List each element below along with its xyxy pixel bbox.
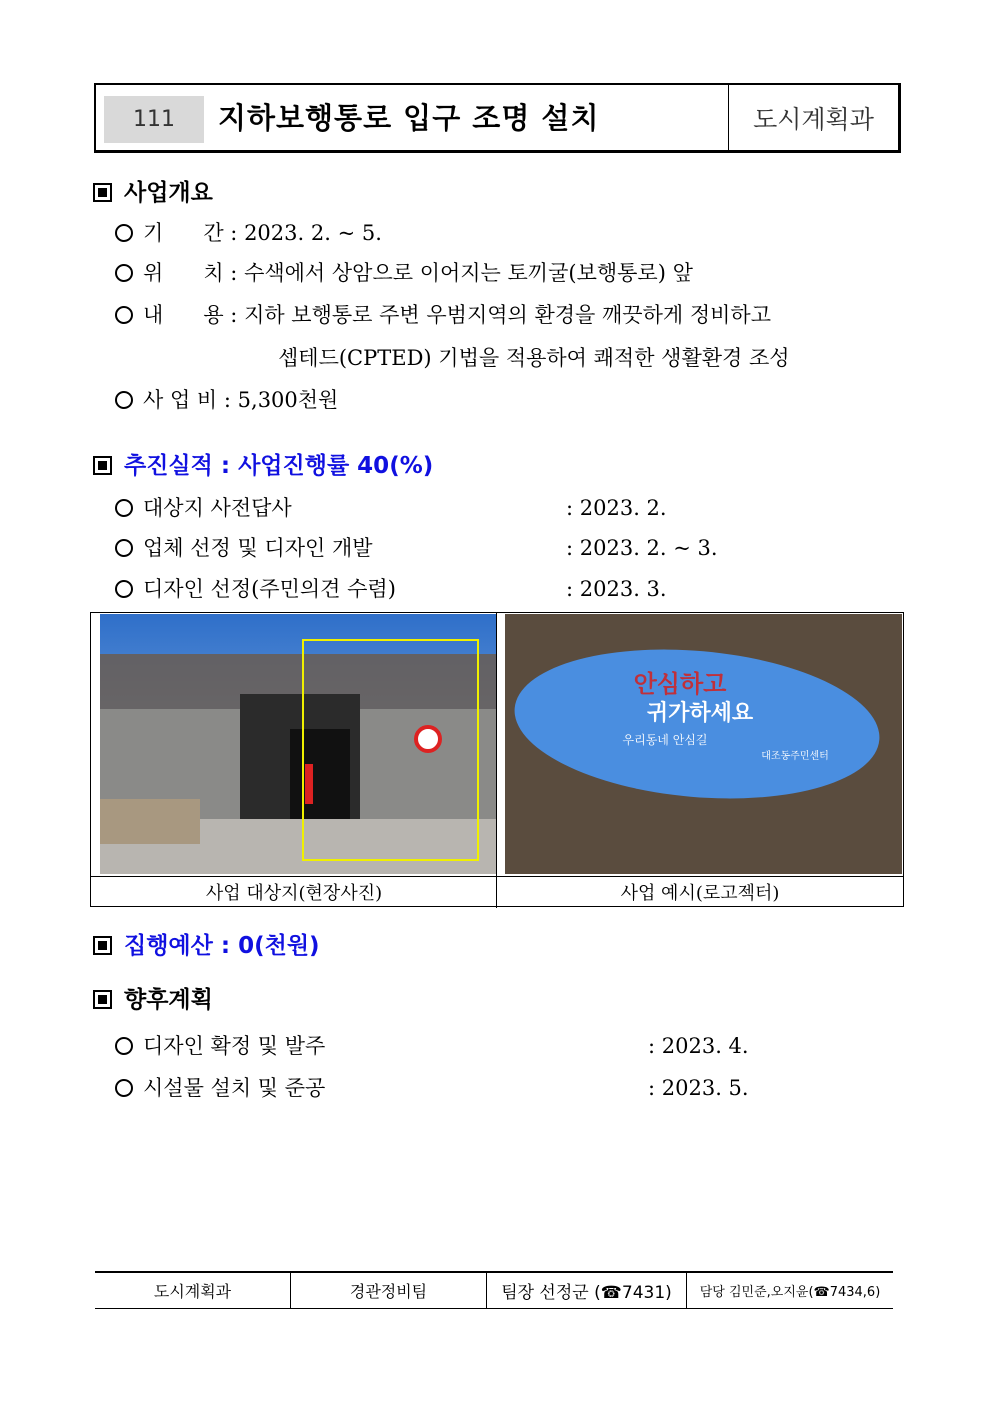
circle-bullet-icon bbox=[115, 1079, 133, 1097]
label: 사 업 비 bbox=[143, 388, 218, 412]
sep: : bbox=[223, 261, 245, 285]
footer-leader: 팀장 선정군 (☎7431) bbox=[486, 1273, 686, 1308]
circle-bullet-icon bbox=[115, 539, 133, 557]
footer-contact-table bbox=[95, 1271, 893, 1309]
item-number: 111 bbox=[104, 96, 204, 143]
section-plan bbox=[93, 985, 213, 1015]
logo-text: 우리동네 안심길 bbox=[622, 733, 708, 747]
square-bullet-icon bbox=[93, 936, 112, 955]
logo-text: 안심하고 bbox=[633, 670, 727, 698]
value: 수색에서 상암으로 이어지는 토끼굴(보행통로) 앞 bbox=[244, 261, 693, 285]
overview-period bbox=[115, 218, 382, 248]
plan-date: : 2023. 4. bbox=[648, 1034, 749, 1058]
label: 업체 선정 및 디자인 개발 bbox=[143, 536, 373, 560]
overview-content-cont: 셉테드(CPTED) 기법을 적용하여 쾌적한 생활환경 조성 bbox=[278, 346, 790, 370]
plan-date: : 2023. 5. bbox=[648, 1076, 749, 1100]
footer-team: 경관정비팀 bbox=[290, 1273, 486, 1308]
circle-bullet-icon bbox=[115, 306, 133, 324]
section-heading: 집행예산 : 0(천원) bbox=[124, 933, 320, 959]
square-bullet-icon bbox=[93, 990, 112, 1009]
label: 내 용 bbox=[143, 303, 224, 327]
progress-date: : 2023. 2. bbox=[566, 496, 667, 520]
value: 2023. 2. ~ 5. bbox=[244, 221, 382, 245]
progress-date: : 2023. 2. ~ 3. bbox=[566, 536, 718, 560]
page-title: 지하보행통로 입구 조명 설치 bbox=[218, 101, 600, 135]
section-progress bbox=[93, 451, 433, 481]
circle-bullet-icon bbox=[115, 391, 133, 409]
progress-item bbox=[115, 533, 373, 563]
sep: : bbox=[217, 388, 238, 412]
footer-staff: 담당 김민준,오지윤(☎7434,6) bbox=[686, 1273, 893, 1308]
section-heading: 사업개요 bbox=[124, 180, 213, 206]
sep: : bbox=[223, 303, 245, 327]
circle-bullet-icon bbox=[115, 224, 133, 242]
photo-caption-left: 사업 대상지(현장사진) bbox=[91, 876, 497, 907]
label: 대상지 사전답사 bbox=[143, 496, 292, 520]
overview-content bbox=[115, 300, 771, 330]
photo-table bbox=[90, 612, 904, 907]
section-heading: 향후계획 bbox=[124, 987, 213, 1013]
label: 디자인 확정 및 발주 bbox=[143, 1034, 326, 1058]
overview-cost bbox=[115, 385, 338, 415]
section-heading: 추진실적 : 사업진행률 40(%) bbox=[124, 453, 434, 479]
photo-caption-right: 사업 예시(로고젝터) bbox=[497, 876, 903, 907]
value: 5,300천원 bbox=[237, 388, 339, 412]
logo-text: 귀가하세요 bbox=[646, 701, 754, 726]
circle-bullet-icon bbox=[115, 499, 133, 517]
plan-item bbox=[115, 1073, 325, 1103]
circle-bullet-icon bbox=[115, 580, 133, 598]
label: 디자인 선정(주민의견 수렴) bbox=[143, 577, 396, 601]
footer-dept: 도시계획과 bbox=[153, 1282, 232, 1301]
circle-bullet-icon bbox=[115, 264, 133, 282]
label: 시설물 설치 및 준공 bbox=[143, 1076, 326, 1100]
site-photo bbox=[100, 614, 496, 874]
section-budget bbox=[93, 931, 320, 961]
photo-cell-left bbox=[91, 613, 497, 908]
photo-cell-right bbox=[497, 613, 903, 908]
logojector-photo bbox=[505, 614, 902, 874]
title-box bbox=[94, 83, 901, 153]
overview-location bbox=[115, 258, 693, 288]
label: 위 치 bbox=[143, 261, 224, 285]
progress-item bbox=[115, 493, 292, 523]
circle-bullet-icon bbox=[115, 1037, 133, 1055]
sep: : bbox=[223, 221, 245, 245]
square-bullet-icon bbox=[93, 456, 112, 475]
progress-item bbox=[115, 574, 396, 604]
logo-text: 대조동주민센터 bbox=[761, 751, 829, 762]
progress-date: : 2023. 3. bbox=[566, 577, 667, 601]
plan-item bbox=[115, 1031, 325, 1061]
square-bullet-icon bbox=[93, 183, 112, 202]
department-label: 도시계획과 bbox=[728, 85, 898, 151]
label: 기 간 bbox=[143, 221, 224, 245]
value: 지하 보행통로 주변 우범지역의 환경을 깨끗하게 정비하고 bbox=[244, 303, 771, 327]
section-overview bbox=[93, 178, 213, 208]
